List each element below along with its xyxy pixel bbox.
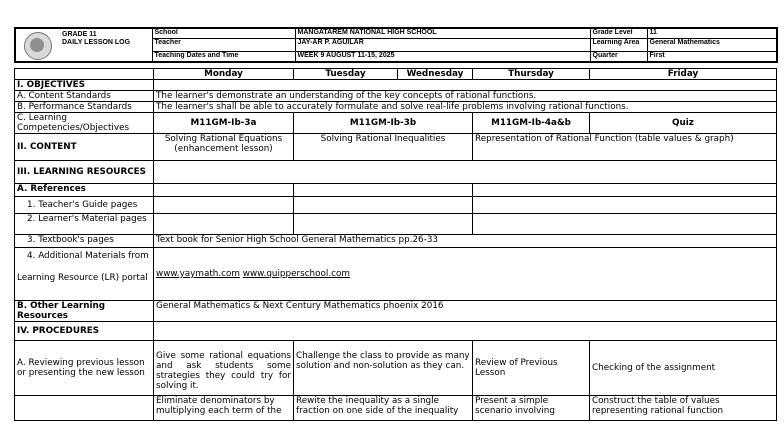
day-thursday: Thursday bbox=[473, 69, 590, 80]
day-header-blank bbox=[15, 69, 154, 80]
review-monday: Give some rational equations and ask students some strategies they could try for solving it. bbox=[154, 341, 294, 396]
objectives-title: I. OBJECTIVES bbox=[15, 80, 154, 91]
content-thursday: Representation of Rational Function (table values & graph) bbox=[473, 134, 777, 161]
performance-standards-label: B. Performance Standards bbox=[15, 102, 154, 113]
grade-level-label: Grade Level bbox=[590, 28, 647, 39]
learning-area-label: Learning Area bbox=[590, 39, 647, 52]
code-monday: M11GM-Ib-3a bbox=[154, 113, 294, 134]
references-label: A. References bbox=[15, 184, 154, 197]
quarter-value: First bbox=[647, 52, 777, 63]
other-resources-text: General Mathematics & Next Century Mathematics phoenix 2016 bbox=[154, 301, 777, 322]
procedure-thursday: Present a simple scenario involving bbox=[473, 396, 590, 421]
day-tuesday: Tuesday bbox=[294, 69, 398, 80]
links-cell bbox=[154, 248, 777, 301]
review-label: A. Reviewing previous lesson or presenting the new lesson bbox=[15, 341, 154, 396]
dates-value: WEEK 9 AUGUST 11-15, 2025 bbox=[295, 52, 590, 63]
teachers-guide-label: 1. Teacher's Guide pages bbox=[15, 197, 154, 214]
grade-label: GRADE 11 bbox=[62, 31, 97, 38]
teacher-label: Teacher bbox=[152, 39, 295, 52]
school-value: MANGATAREM NATIONAL HIGH SCHOOL bbox=[295, 28, 590, 39]
procedure-tuesday: Rewite the inequality as a single fraction on one side of the inequality bbox=[294, 396, 473, 421]
day-friday: Friday bbox=[590, 69, 777, 80]
code-tuesday: M11GM-Ib-3b bbox=[294, 113, 473, 134]
other-resources-label: B. Other Learning Resources bbox=[15, 301, 154, 322]
grade-level-value: 11 bbox=[647, 28, 777, 39]
content-monday: Solving Rational Equations (enhancement lesson) bbox=[154, 134, 294, 161]
textbooks-label: 3. Textbook's pages bbox=[15, 235, 154, 248]
review-friday: Checking of the assignment bbox=[590, 341, 777, 396]
content-standards-text: The learner's demonstrate an understanding of the key concepts of rational functions. bbox=[154, 91, 777, 102]
header-table bbox=[14, 27, 778, 63]
lesson-table bbox=[14, 68, 777, 421]
additional-materials-label: 4. Additional Materials from bbox=[27, 251, 149, 261]
review-tuesday: Challenge the class to provide as many solution and non-solution as they can. bbox=[294, 341, 473, 396]
code-thursday: M11GM-Ib-4a&b bbox=[473, 113, 590, 134]
link-yaymath[interactable]: www.yaymath.com bbox=[156, 269, 240, 279]
day-wednesday: Wednesday bbox=[398, 69, 473, 80]
learning-area-value: General Mathematics bbox=[647, 39, 777, 52]
textbooks-text: Text book for Senior High School General Mathematics pp.26-33 bbox=[154, 235, 777, 248]
day-monday: Monday bbox=[154, 69, 294, 80]
school-label: School bbox=[152, 28, 295, 39]
additional-materials-cell bbox=[15, 248, 154, 301]
learners-material-label: 2. Learner's Material pages bbox=[15, 214, 154, 235]
resources-title: III. LEARNING RESOURCES bbox=[15, 161, 154, 184]
procedure-monday: Eliminate denominators by multiplying each term of the bbox=[154, 396, 294, 421]
dates-label: Teaching Dates and Time bbox=[152, 52, 295, 63]
content-title: II. CONTENT bbox=[15, 134, 154, 161]
code-friday: Quiz bbox=[590, 113, 777, 134]
link-quipperschool[interactable]: www.quipperschool.com bbox=[242, 269, 350, 279]
procedure-friday: Construct the table of values representing rational function bbox=[590, 396, 777, 421]
content-tuesday: Solving Rational Inequalities bbox=[294, 134, 473, 161]
lr-portal-label: Learning Resource (LR) portal bbox=[17, 273, 148, 283]
quarter-label: Quarter bbox=[590, 52, 647, 63]
teacher-value: JAY-AR P. AGUILAR bbox=[295, 39, 590, 52]
competencies-label: C. Learning Competencies/Objectives bbox=[15, 113, 154, 134]
content-standards-label: A. Content Standards bbox=[15, 91, 154, 102]
procedures-title: IV. PROCEDURES bbox=[15, 322, 154, 341]
review-thursday: Review of Previous Lesson bbox=[473, 341, 590, 396]
log-title: DAILY LESSON LOG bbox=[62, 39, 131, 46]
header-logo-cell bbox=[15, 28, 152, 62]
day-header-row bbox=[15, 69, 777, 80]
performance-standards-text: The learner's shall be able to accurately formulate and solve real-life problems involving rational functions. bbox=[154, 102, 777, 113]
